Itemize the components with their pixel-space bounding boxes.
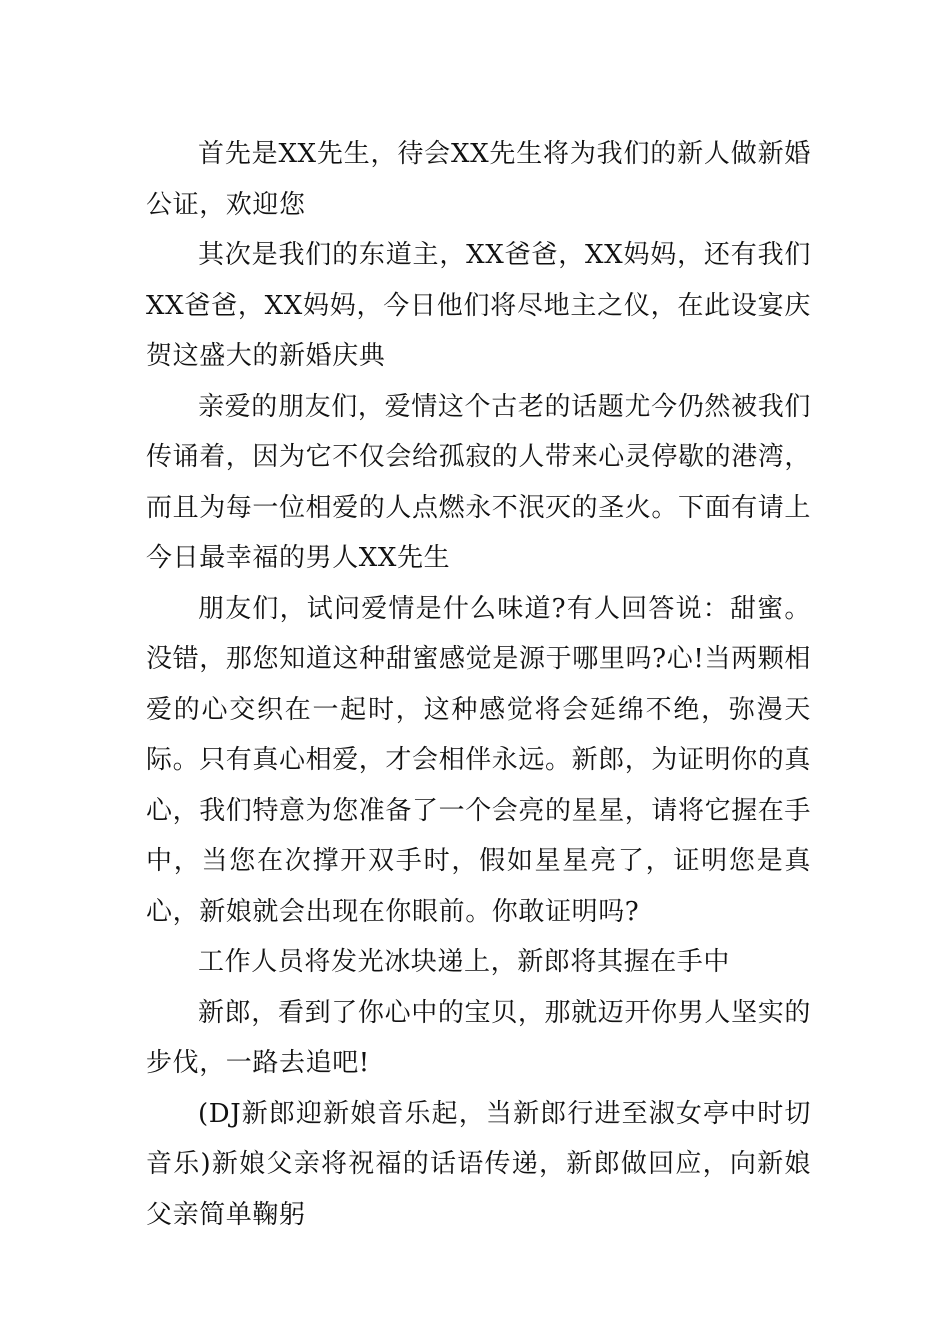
paragraph: (DJ新郎迎新娘音乐起，当新郎行进至淑女亭中时切音乐)新娘父亲将祝福的话语传递，新郎做回应，向新娘父亲简单鞠躬 — [146, 1098, 811, 1230]
paragraph: 其次是我们的东道主，XX爸爸，XX妈妈，还有我们XX爸爸，XX妈妈，今日他们将尽地主之仪，在此设宴庆贺这盛大的新婚庆典 — [146, 240, 811, 371]
document-body — [146, 129, 811, 1240]
paragraph: 工作人员将发光冰块递上，新郎将其握在手中 — [198, 947, 731, 977]
paragraph: 亲爱的朋友们，爱情这个古老的话题尤今仍然被我们传诵着，因为它不仅会给孤寂的人带来心灵停歇的港湾，而且为每一位相爱的人点燃永不泯灭的圣火。下面有请上今日最幸福的男人XX先生 — [146, 391, 812, 573]
paragraph: 朋友们，试问爱情是什么味道?有人回答说：甜蜜。没错，那您知道这种甜蜜感觉是源于哪里吗?心!当两颗相爱的心交织在一起时，这种感觉将会延绵不绝，弥漫天际。只有真心相爱，才会相伴永远。新郎，为证明你的真心，我们特意为您准备了一个会亮的星星，请将它握在手中，当您在次撑开双手时，假如星星亮了，证明您是真心，新娘就会出现在你眼前。你敢证明吗? — [146, 593, 812, 927]
paragraph: 新郎，看到了你心中的宝贝，那就迈开你男人坚实的步伐，一路去追吧! — [146, 997, 811, 1078]
paragraph: 首先是XX先生，待会XX先生将为我们的新人做新婚公证，欢迎您 — [146, 139, 811, 220]
